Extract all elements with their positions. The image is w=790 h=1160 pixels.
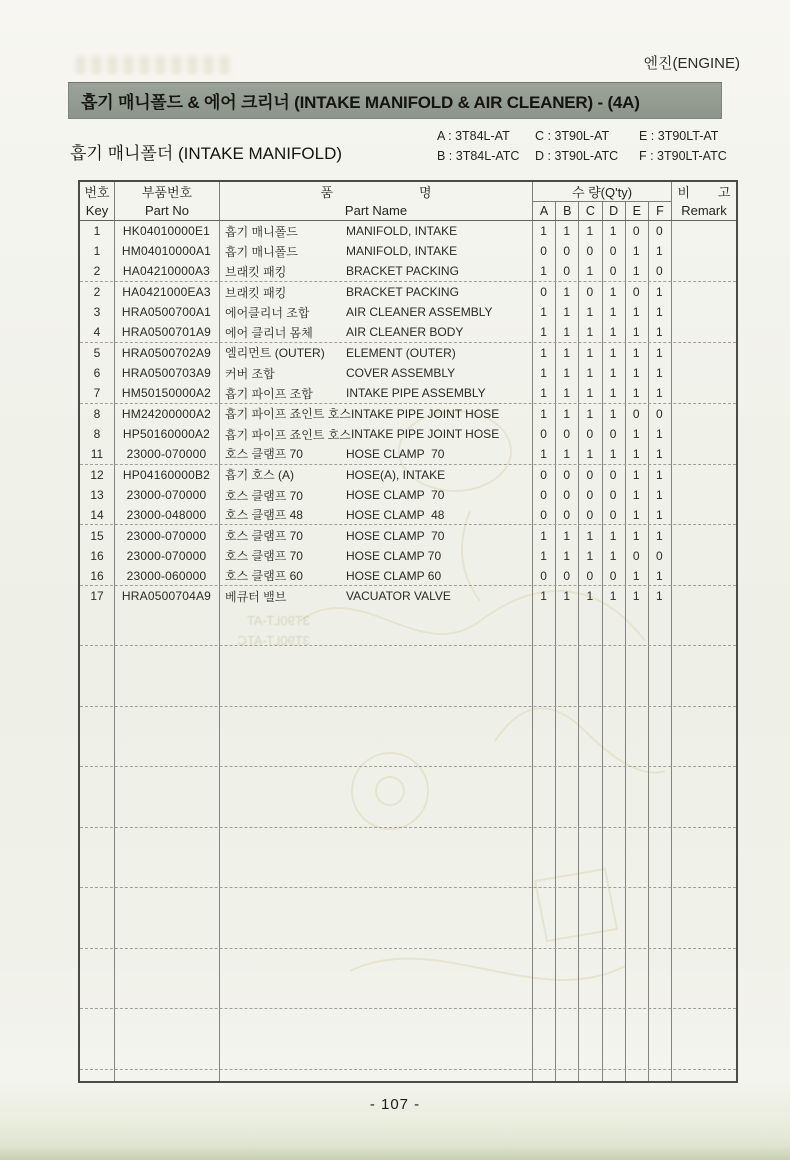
row-qty-d: 1 <box>609 406 617 421</box>
row-name-english: HOSE CLAMP 60 <box>346 568 442 583</box>
row-qty-a: 1 <box>540 406 547 421</box>
bottom-edge-shading <box>0 1146 790 1160</box>
table-row <box>80 343 736 363</box>
model-legend-row-2 <box>437 146 737 166</box>
row-key: 5 <box>93 345 101 360</box>
row-part-name <box>219 588 532 605</box>
row-qty-f: 1 <box>656 386 663 401</box>
row-name-korean: 흡기 매니폴드 <box>225 244 298 259</box>
row-qty-a: 1 <box>540 264 547 279</box>
row-qty-b: 1 <box>563 548 571 563</box>
row-key: 8 <box>93 427 101 442</box>
model-code: B : 3T84L-ATC <box>437 149 520 163</box>
row-qty-d: 1 <box>609 548 617 563</box>
row-part-no: HRA0500700A1 <box>121 305 212 320</box>
row-key: 12 <box>90 467 104 482</box>
row-qty-b: 0 <box>563 427 571 442</box>
row-qty-e: 0 <box>632 224 640 239</box>
empty-row-separator <box>80 645 736 646</box>
row-part-no: HRA0500701A9 <box>121 325 212 340</box>
row-part-no: HK04010000E1 <box>122 224 211 239</box>
row-name-english: MANIFOLD, INTAKE <box>346 224 458 239</box>
row-qty-c: 0 <box>586 507 594 522</box>
row-qty-c: 1 <box>586 366 594 381</box>
row-name-english: HOSE CLAMP 70 <box>346 528 445 543</box>
row-name-korean: 엘리먼트 (OUTER) <box>225 346 325 361</box>
row-qty-b: 0 <box>563 488 571 502</box>
row-key: 7 <box>93 386 101 401</box>
row-qty-e: 0 <box>632 548 640 563</box>
model-code: E : 3T90LT-AT <box>639 129 719 143</box>
row-qty-f: 0 <box>656 406 663 421</box>
row-key: 11 <box>90 446 104 461</box>
row-name-english: VACUATOR VALVE <box>346 589 451 604</box>
row-qty-e: 1 <box>632 488 640 502</box>
row-key: 3 <box>93 305 101 320</box>
row-qty-e: 0 <box>632 406 640 421</box>
row-qty-b: 1 <box>563 325 571 340</box>
row-qty-f: 1 <box>656 589 663 604</box>
row-qty-e: 1 <box>632 446 640 461</box>
row-qty-e: 1 <box>632 345 640 360</box>
row-qty-a: 0 <box>540 427 547 442</box>
row-qty-f: 1 <box>656 325 663 340</box>
row-part-no: HRA0500704A9 <box>121 589 212 604</box>
table-row <box>80 465 736 485</box>
row-name-korean: 호스 클램프 48 <box>225 508 303 523</box>
row-qty-c: 0 <box>586 285 594 300</box>
row-qty-c: 1 <box>586 345 594 360</box>
row-name-korean: 흡기 호스 (A) <box>225 468 295 483</box>
table-row <box>80 383 736 403</box>
row-name-korean: 에어클리너 조합 <box>225 305 310 320</box>
row-qty-b: 1 <box>563 589 571 604</box>
row-qty-e: 1 <box>632 264 640 279</box>
row-name-english: MANIFOLD, INTAKE <box>346 244 458 259</box>
row-part-no: HM50150000A2 <box>121 386 212 401</box>
row-qty-a: 1 <box>540 386 547 401</box>
table-row <box>80 566 736 586</box>
row-qty-e: 1 <box>632 305 640 320</box>
row-qty-a: 1 <box>540 345 547 360</box>
row-part-name <box>219 385 532 402</box>
row-key: 14 <box>90 507 104 522</box>
row-qty-b: 0 <box>563 264 571 279</box>
row-qty-d: 1 <box>609 386 617 401</box>
table-row <box>80 424 736 444</box>
row-qty-d: 1 <box>609 345 617 360</box>
table-row <box>80 586 736 606</box>
row-key: 16 <box>90 548 104 563</box>
row-name-english: INTAKE PIPE ASSEMBLY <box>346 386 486 401</box>
row-part-name <box>219 243 532 260</box>
row-part-no: HRA0500702A9 <box>121 345 212 360</box>
table-row <box>80 485 736 505</box>
row-qty-d: 1 <box>609 285 617 300</box>
row-qty-c: 1 <box>586 406 594 421</box>
row-key: 17 <box>90 589 104 604</box>
row-name-english: ELEMENT (OUTER) <box>346 345 456 360</box>
row-part-name <box>219 405 532 422</box>
row-qty-c: 1 <box>586 446 594 461</box>
row-name-korean: 호스 클램프 60 <box>225 569 303 584</box>
row-name-korean: 커버 조합 <box>225 366 275 381</box>
row-part-no: HP50160000A2 <box>122 427 211 442</box>
row-qty-b: 1 <box>563 386 571 401</box>
row-qty-d: 0 <box>609 467 617 482</box>
table-header <box>80 182 736 221</box>
header-key: 번호 Key <box>84 185 110 218</box>
row-qty-b: 0 <box>563 467 571 482</box>
row-part-no: HA0421000EA3 <box>122 285 211 300</box>
row-qty-b: 1 <box>563 366 571 381</box>
section-title: 흡기 매니폴더 (INTAKE MANIFOLD) <box>70 144 343 163</box>
row-qty-c: 0 <box>586 244 594 259</box>
model-legend-row-1 <box>437 126 737 146</box>
row-qty-b: 1 <box>563 305 571 320</box>
row-name-korean: 호스 클램프 70 <box>225 488 303 503</box>
qty-column-letters <box>533 202 671 220</box>
row-qty-f: 1 <box>656 467 663 482</box>
row-part-name <box>219 223 532 240</box>
row-qty-c: 0 <box>586 488 594 502</box>
parts-table <box>78 180 738 1083</box>
row-qty-d: 0 <box>609 244 617 259</box>
row-part-no: 23000-070000 <box>126 548 207 563</box>
row-part-name <box>219 365 532 382</box>
row-qty-d: 0 <box>609 264 617 279</box>
row-qty-c: 1 <box>586 386 594 401</box>
table-row <box>80 322 736 342</box>
row-name-korean: 흡기 파이프 죠인트 호스 <box>225 427 351 442</box>
table-body <box>80 221 736 1081</box>
row-qty-a: 0 <box>540 285 547 300</box>
row-qty-c: 0 <box>586 467 594 482</box>
row-qty-e: 1 <box>632 589 640 604</box>
row-key: 13 <box>90 488 104 502</box>
row-part-name <box>219 466 532 483</box>
row-part-no: HM24200000A2 <box>121 406 212 421</box>
row-qty-f: 1 <box>656 427 663 442</box>
row-part-no: HA04210000A3 <box>122 264 211 279</box>
row-qty-a: 1 <box>540 305 547 320</box>
qty-col-header: D <box>602 202 625 220</box>
row-name-korean: 베큐터 밸브 <box>225 589 287 604</box>
row-part-name <box>219 284 532 301</box>
row-qty-c: 1 <box>586 305 594 320</box>
row-key: 1 <box>93 244 101 259</box>
row-name-english: AIR CLEANER ASSEMBLY <box>346 305 493 320</box>
row-qty-d: 1 <box>609 528 617 543</box>
row-qty-f: 1 <box>656 488 663 502</box>
row-part-name <box>219 263 532 280</box>
row-part-name <box>219 344 532 361</box>
row-qty-e: 1 <box>632 467 640 482</box>
model-legend <box>437 126 737 166</box>
row-qty-b: 1 <box>563 528 571 543</box>
row-qty-d: 0 <box>609 568 617 583</box>
row-qty-c: 0 <box>586 568 594 583</box>
qty-col-header: A <box>539 204 549 218</box>
row-key: 2 <box>93 285 101 300</box>
row-name-korean: 호스 클램프 70 <box>225 447 303 462</box>
row-name-korean: 호스 클램프 70 <box>225 529 303 544</box>
row-qty-a: 0 <box>540 244 547 259</box>
table-row <box>80 302 736 322</box>
qty-col-header: B <box>555 202 578 220</box>
row-qty-e: 0 <box>632 285 640 300</box>
empty-row-separator <box>80 887 736 888</box>
row-part-name <box>219 426 532 443</box>
row-part-no: 23000-070000 <box>126 446 207 461</box>
row-qty-e: 1 <box>632 507 640 522</box>
row-qty-e: 1 <box>632 325 640 340</box>
row-part-no: 23000-070000 <box>126 528 207 543</box>
qty-col-header: E <box>625 202 648 220</box>
table-row <box>80 505 736 525</box>
row-name-english: BRACKET PACKING <box>346 285 459 300</box>
empty-row-separator <box>80 827 736 828</box>
row-key: 6 <box>93 366 101 381</box>
qty-col-header: F <box>648 202 671 220</box>
header-remark: 비 고 Remark <box>671 182 736 220</box>
row-qty-b: 1 <box>563 406 571 421</box>
page-title: 흡기 매니폴드 & 에어 크리너 (INTAKE MANIFOLD & AIR CLEANER) - (4A) <box>81 93 640 112</box>
row-qty-a: 0 <box>540 488 547 502</box>
row-qty-b: 1 <box>563 446 571 461</box>
row-qty-f: 1 <box>656 366 663 381</box>
row-qty-e: 1 <box>632 528 640 543</box>
row-name-english: BRACKET PACKING <box>346 264 459 279</box>
row-qty-d: 1 <box>609 446 617 461</box>
row-key: 4 <box>93 325 101 340</box>
row-qty-d: 0 <box>609 507 617 522</box>
row-key: 2 <box>93 264 101 279</box>
row-qty-a: 0 <box>540 507 547 522</box>
row-qty-e: 1 <box>632 366 640 381</box>
row-key: 15 <box>90 528 104 543</box>
row-name-korean: 흡기 파이프 조합 <box>225 386 313 401</box>
empty-row-separator <box>80 766 736 767</box>
row-qty-b: 1 <box>563 285 571 300</box>
empty-row-separator <box>80 948 736 949</box>
empty-row-separator <box>80 1008 736 1009</box>
row-qty-c: 1 <box>586 224 594 239</box>
row-qty-f: 1 <box>656 568 663 583</box>
row-qty-a: 1 <box>540 446 547 461</box>
row-part-name <box>219 527 532 544</box>
row-qty-c: 1 <box>586 325 594 340</box>
row-name-english: HOSE CLAMP 70 <box>346 548 442 563</box>
row-qty-a: 1 <box>540 325 547 340</box>
header-qty: 수 량(Q'ty) A B C D E F <box>532 182 671 220</box>
row-name-korean: 브래킷 패킹 <box>225 264 287 279</box>
row-qty-a: 1 <box>540 548 547 563</box>
show-through-smudge <box>76 56 236 74</box>
row-qty-f: 1 <box>656 528 663 543</box>
row-part-name <box>219 506 532 523</box>
row-name-english: AIR CLEANER BODY <box>346 325 464 340</box>
row-name-korean: 흡기 매니폴드 <box>225 224 298 239</box>
row-qty-c: 1 <box>586 548 594 563</box>
row-qty-d: 1 <box>609 325 617 340</box>
row-qty-d: 1 <box>609 366 617 381</box>
empty-row-separator <box>80 706 736 707</box>
row-name-korean: 에어 클리너 몸체 <box>225 325 313 340</box>
row-name-korean: 브래킷 패킹 <box>225 285 287 300</box>
row-qty-b: 0 <box>563 568 571 583</box>
row-name-english: INTAKE PIPE JOINT HOSE <box>350 427 500 442</box>
model-code: A : 3T84L-AT <box>437 129 510 143</box>
row-qty-e: 1 <box>632 427 640 442</box>
row-name-korean: 호스 클램프 70 <box>225 549 303 564</box>
row-qty-a: 1 <box>540 366 547 381</box>
row-qty-e: 1 <box>632 386 640 401</box>
row-qty-b: 1 <box>563 224 571 239</box>
table-row <box>80 221 736 241</box>
row-part-no: HP04160000B2 <box>122 467 211 482</box>
row-qty-f: 0 <box>656 224 663 239</box>
model-code: D : 3T90L-ATC <box>535 149 619 163</box>
row-qty-f: 1 <box>656 305 663 320</box>
row-qty-d: 1 <box>609 305 617 320</box>
row-qty-f: 1 <box>656 244 663 259</box>
table-row <box>80 404 736 424</box>
row-qty-a: 1 <box>540 224 547 239</box>
row-qty-b: 0 <box>563 507 571 522</box>
model-code: C : 3T90L-AT <box>535 129 610 143</box>
row-qty-b: 0 <box>563 244 571 259</box>
title-bar <box>68 82 722 119</box>
row-qty-f: 1 <box>656 507 663 522</box>
row-part-name <box>219 324 532 341</box>
row-qty-a: 1 <box>540 589 547 604</box>
row-qty-a: 0 <box>540 568 547 583</box>
table-row <box>80 241 736 261</box>
row-qty-f: 1 <box>656 285 663 300</box>
row-qty-a: 1 <box>540 528 547 543</box>
row-part-name <box>219 304 532 321</box>
row-part-no: 23000-048000 <box>126 507 207 522</box>
row-qty-f: 1 <box>656 446 663 461</box>
row-part-name <box>219 567 532 584</box>
header-part-name: 품 명 Part Name <box>219 182 532 220</box>
row-name-english: HOSE(A), INTAKE <box>346 467 446 482</box>
row-qty-f: 1 <box>656 345 663 360</box>
row-part-no: HM04010000A1 <box>121 244 212 259</box>
row-qty-a: 0 <box>540 467 547 482</box>
row-qty-c: 1 <box>586 264 594 279</box>
corner-label: 엔진(ENGINE) <box>643 55 740 72</box>
row-name-english: COVER ASSEMBLY <box>346 366 456 381</box>
empty-row-separator <box>80 1069 736 1070</box>
page-number: - 107 - <box>369 1096 421 1113</box>
table-row <box>80 546 736 566</box>
row-qty-f: 0 <box>656 548 663 563</box>
row-name-english: HOSE CLAMP 48 <box>346 507 445 522</box>
header-part-no: 부품번호 Part No <box>114 182 219 220</box>
row-part-no: 23000-070000 <box>126 488 207 502</box>
show-through-text-ghost: 3T90LT-AT 3T90LT-ATC <box>237 613 310 648</box>
row-qty-c: 1 <box>586 589 594 604</box>
row-key: 16 <box>90 568 104 583</box>
row-key: 1 <box>93 224 101 239</box>
table-row <box>80 444 736 464</box>
qty-col-header: C <box>578 202 601 220</box>
row-name-english: HOSE CLAMP 70 <box>346 446 445 461</box>
model-code: F : 3T90LT-ATC <box>639 149 727 163</box>
row-part-name <box>219 487 532 504</box>
table-row <box>80 282 736 302</box>
row-name-english: INTAKE PIPE JOINT HOSE <box>350 406 500 421</box>
row-qty-b: 1 <box>563 345 571 360</box>
row-part-name <box>219 445 532 462</box>
row-part-no: 23000-060000 <box>126 568 207 583</box>
row-qty-c: 1 <box>586 528 594 543</box>
row-qty-d: 1 <box>609 224 617 239</box>
table-row <box>80 525 736 545</box>
row-key: 8 <box>93 406 101 421</box>
row-qty-d: 0 <box>609 427 617 442</box>
row-qty-e: 1 <box>632 244 640 259</box>
row-qty-d: 1 <box>609 589 617 604</box>
table-row <box>80 262 736 282</box>
row-part-no: HRA0500703A9 <box>121 366 212 381</box>
row-qty-e: 1 <box>632 568 640 583</box>
row-name-english: HOSE CLAMP 70 <box>346 488 445 502</box>
row-qty-d: 0 <box>609 488 617 502</box>
row-part-name <box>219 547 532 564</box>
row-qty-f: 0 <box>656 264 663 279</box>
row-qty-c: 0 <box>586 427 594 442</box>
row-name-korean: 흡기 파이프 죠인트 호스 <box>225 407 351 422</box>
table-row <box>80 363 736 383</box>
